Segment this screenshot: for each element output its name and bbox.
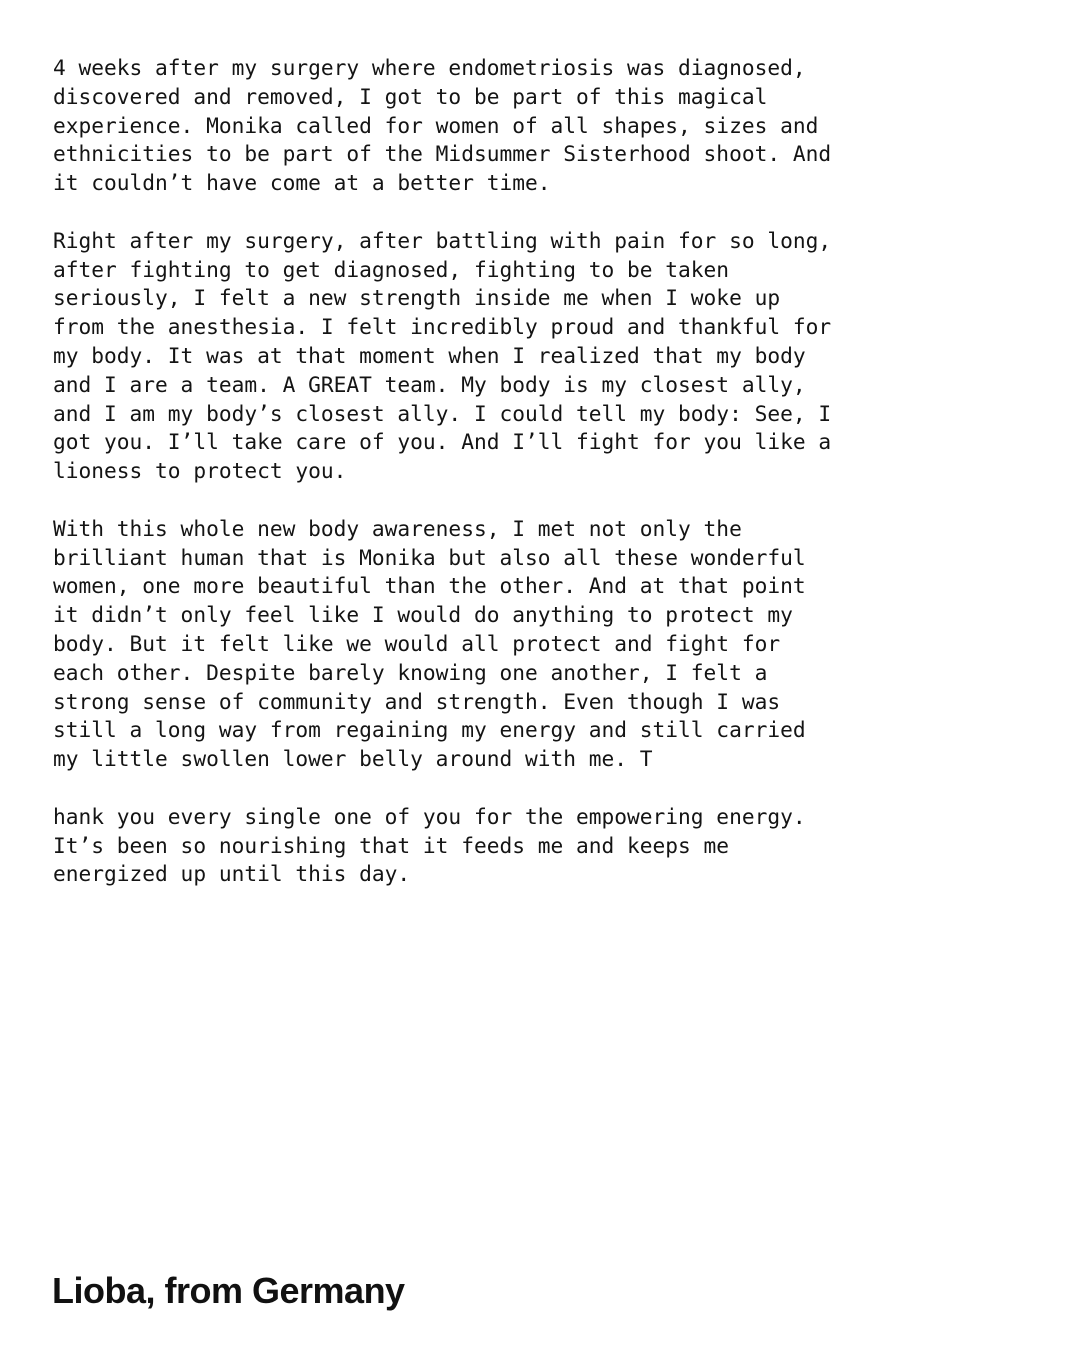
text-line: it didn’t only feel like I would do anything to protect my xyxy=(53,602,793,628)
text-line: and I are a team. A GREAT team. My body is my closest ally, xyxy=(53,371,806,397)
text-line: With this whole new body awareness, I met not only the xyxy=(53,515,742,541)
testimonial-body xyxy=(53,54,883,918)
text-line: experience. Monika called for women of all shapes, sizes and xyxy=(53,112,819,138)
text-line: still a long way from regaining my energy and still carried xyxy=(53,717,806,743)
text-line: discovered and removed, I got to be part of this magical xyxy=(53,83,768,109)
text-line: Right after my surgery, after battling with pain for so long, xyxy=(53,227,832,253)
text-line: my little swollen lower belly around with me. T xyxy=(53,746,653,772)
text-line: and I am my body’s closest ally. I could tell my body: See, I xyxy=(53,400,832,426)
text-line: after fighting to get diagnosed, fighting to be taken xyxy=(53,256,730,282)
text-line: hank you every single one of you for the empowering energy. xyxy=(53,803,806,829)
text-line: It’s been so nourishing that it feeds me and keeps me xyxy=(53,832,730,858)
paragraph-4 xyxy=(53,803,883,889)
text-line: energized up until this day. xyxy=(53,861,411,887)
text-line: lioness to protect you. xyxy=(53,458,347,484)
text-line: ethnicities to be part of the Midsummer Sisterhood shoot. And xyxy=(53,141,832,167)
text-line: it couldn’t have come at a better time. xyxy=(53,170,551,196)
author-signature: Lioba, from Germany xyxy=(52,1270,405,1311)
text-line: from the anesthesia. I felt incredibly proud and thankful for xyxy=(53,314,832,340)
text-line: strong sense of community and strength. Even though I was xyxy=(53,688,781,714)
text-line: brilliant human that is Monika but also all these wonderful xyxy=(53,544,806,570)
text-line: 4 weeks after my surgery where endometriosis was diagnosed, xyxy=(53,55,806,80)
paragraph-2 xyxy=(53,227,883,486)
text-line: got you. I’ll take care of you. And I’ll fight for you like a xyxy=(53,429,832,455)
paragraph-3 xyxy=(53,515,883,774)
text-line: body. But it felt like we would all protect and fight for xyxy=(53,630,781,656)
text-line: each other. Despite barely knowing one another, I felt a xyxy=(53,659,768,685)
text-line: my body. It was at that moment when I realized that my body xyxy=(53,342,806,368)
text-line: women, one more beautiful than the other. And at that point xyxy=(53,573,806,599)
text-line: seriously, I felt a new strength inside me when I woke up xyxy=(53,285,781,311)
paragraph-1 xyxy=(53,54,883,198)
